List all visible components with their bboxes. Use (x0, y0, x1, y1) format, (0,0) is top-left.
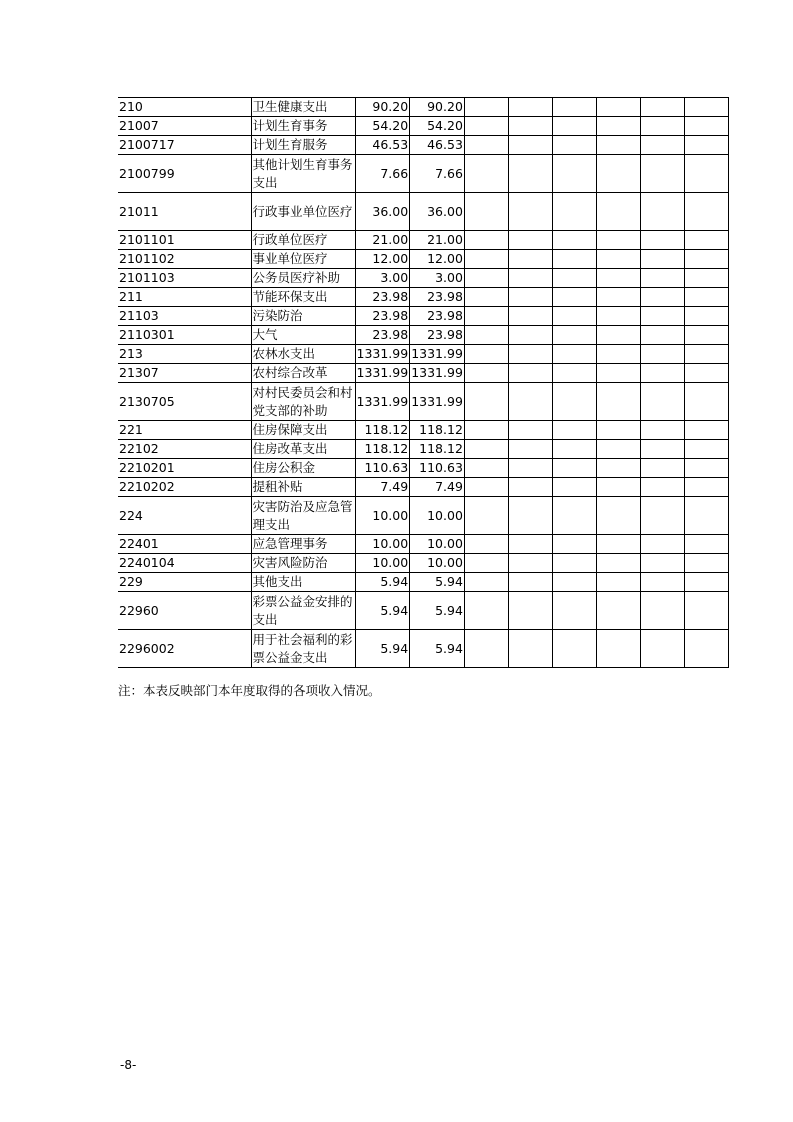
empty-cell (552, 231, 596, 250)
empty-cell (552, 383, 596, 421)
empty-cell (464, 117, 508, 136)
row-code: 2210201 (118, 459, 251, 478)
row-total: 1331.99 (355, 383, 410, 421)
empty-cell (508, 193, 552, 231)
empty-cell (640, 326, 684, 345)
empty-cell (596, 459, 640, 478)
empty-cell (552, 573, 596, 592)
empty-cell (464, 478, 508, 497)
table-row (118, 231, 728, 250)
table-row (118, 250, 728, 269)
table-row (118, 383, 728, 421)
table-row (118, 155, 728, 193)
row-name: 农村综合改革 (251, 364, 355, 383)
row-total: 46.53 (355, 136, 410, 155)
row-basic: 10.00 (410, 535, 465, 554)
empty-cell (596, 231, 640, 250)
empty-cell (464, 269, 508, 288)
row-total: 7.49 (355, 478, 410, 497)
empty-cell (508, 155, 552, 193)
empty-cell (552, 497, 596, 535)
row-basic: 118.12 (410, 421, 465, 440)
empty-cell (552, 117, 596, 136)
empty-cell (640, 231, 684, 250)
empty-cell (508, 364, 552, 383)
row-basic: 5.94 (410, 573, 465, 592)
row-total: 23.98 (355, 307, 410, 326)
table-row (118, 592, 728, 630)
row-code: 2210202 (118, 478, 251, 497)
row-code: 2240104 (118, 554, 251, 573)
table-row (118, 269, 728, 288)
table-row (118, 307, 728, 326)
table-row (118, 345, 728, 364)
row-basic: 1331.99 (410, 345, 465, 364)
row-name: 污染防治 (251, 307, 355, 326)
empty-cell (552, 421, 596, 440)
empty-cell (464, 193, 508, 231)
empty-cell (464, 326, 508, 345)
empty-cell (508, 459, 552, 478)
empty-cell (596, 98, 640, 117)
empty-cell (684, 98, 728, 117)
row-code: 213 (118, 345, 251, 364)
row-code: 221 (118, 421, 251, 440)
empty-cell (508, 117, 552, 136)
row-total: 118.12 (355, 440, 410, 459)
empty-cell (464, 155, 508, 193)
row-name: 大气 (251, 326, 355, 345)
row-code: 2130705 (118, 383, 251, 421)
row-name: 灾害风险防治 (251, 554, 355, 573)
empty-cell (464, 573, 508, 592)
empty-cell (464, 288, 508, 307)
empty-cell (508, 421, 552, 440)
row-total: 10.00 (355, 554, 410, 573)
empty-cell (508, 136, 552, 155)
row-code: 21011 (118, 193, 251, 231)
empty-cell (596, 592, 640, 630)
footnote: 注：本表反映部门本年度取得的各项收入情况。 (118, 683, 381, 698)
empty-cell (640, 630, 684, 668)
empty-cell (640, 554, 684, 573)
empty-cell (464, 592, 508, 630)
empty-cell (464, 307, 508, 326)
empty-cell (508, 345, 552, 364)
table-row (118, 573, 728, 592)
empty-cell (640, 535, 684, 554)
row-name: 用于社会福利的彩票公益金支出 (251, 630, 355, 668)
table-row (118, 497, 728, 535)
empty-cell (552, 136, 596, 155)
empty-cell (464, 136, 508, 155)
row-total: 1331.99 (355, 364, 410, 383)
row-total: 5.94 (355, 592, 410, 630)
row-basic: 10.00 (410, 554, 465, 573)
empty-cell (596, 478, 640, 497)
table-row (118, 326, 728, 345)
empty-cell (508, 98, 552, 117)
empty-cell (508, 383, 552, 421)
empty-cell (640, 421, 684, 440)
row-basic: 110.63 (410, 459, 465, 478)
empty-cell (552, 478, 596, 497)
row-name: 灾害防治及应急管理支出 (251, 497, 355, 535)
row-total: 5.94 (355, 630, 410, 668)
table-row (118, 364, 728, 383)
empty-cell (596, 326, 640, 345)
empty-cell (684, 231, 728, 250)
table-row (118, 117, 728, 136)
row-code: 22401 (118, 535, 251, 554)
table-row (118, 421, 728, 440)
row-code: 22960 (118, 592, 251, 630)
row-name: 行政单位医疗 (251, 231, 355, 250)
empty-cell (552, 269, 596, 288)
row-code: 2110301 (118, 326, 251, 345)
empty-cell (596, 421, 640, 440)
empty-cell (684, 269, 728, 288)
row-total: 1331.99 (355, 345, 410, 364)
empty-cell (684, 250, 728, 269)
empty-cell (640, 250, 684, 269)
row-basic: 5.94 (410, 592, 465, 630)
empty-cell (640, 269, 684, 288)
table-row (118, 478, 728, 497)
row-name: 公务员医疗补助 (251, 269, 355, 288)
empty-cell (640, 193, 684, 231)
table-row (118, 535, 728, 554)
table-row (118, 288, 728, 307)
empty-cell (508, 250, 552, 269)
empty-cell (640, 345, 684, 364)
row-name: 节能环保支出 (251, 288, 355, 307)
row-total: 21.00 (355, 231, 410, 250)
empty-cell (508, 573, 552, 592)
empty-cell (640, 136, 684, 155)
row-basic: 1331.99 (410, 364, 465, 383)
empty-cell (596, 193, 640, 231)
empty-cell (464, 497, 508, 535)
row-basic: 7.49 (410, 478, 465, 497)
row-basic: 90.20 (410, 98, 465, 117)
empty-cell (684, 554, 728, 573)
row-name: 应急管理事务 (251, 535, 355, 554)
row-basic: 54.20 (410, 117, 465, 136)
empty-cell (684, 307, 728, 326)
empty-cell (596, 573, 640, 592)
empty-cell (464, 554, 508, 573)
empty-cell (640, 307, 684, 326)
page-number: -8- (120, 1058, 137, 1072)
row-code: 21307 (118, 364, 251, 383)
empty-cell (684, 592, 728, 630)
row-total: 90.20 (355, 98, 410, 117)
empty-cell (464, 383, 508, 421)
empty-cell (640, 383, 684, 421)
row-name: 其他支出 (251, 573, 355, 592)
empty-cell (552, 155, 596, 193)
empty-cell (464, 630, 508, 668)
row-name: 计划生育事务 (251, 117, 355, 136)
empty-cell (596, 345, 640, 364)
row-total: 10.00 (355, 535, 410, 554)
empty-cell (508, 554, 552, 573)
table-body (118, 98, 728, 668)
row-basic: 3.00 (410, 269, 465, 288)
row-basic: 23.98 (410, 307, 465, 326)
empty-cell (508, 630, 552, 668)
empty-cell (640, 155, 684, 193)
row-name: 计划生育服务 (251, 136, 355, 155)
row-total: 23.98 (355, 288, 410, 307)
empty-cell (684, 440, 728, 459)
empty-cell (684, 193, 728, 231)
empty-cell (508, 288, 552, 307)
empty-cell (640, 98, 684, 117)
empty-cell (684, 478, 728, 497)
empty-cell (552, 193, 596, 231)
table-row (118, 98, 728, 117)
row-total: 5.94 (355, 573, 410, 592)
row-basic: 118.12 (410, 440, 465, 459)
empty-cell (552, 535, 596, 554)
row-code: 2101102 (118, 250, 251, 269)
empty-cell (508, 440, 552, 459)
empty-cell (684, 117, 728, 136)
empty-cell (640, 592, 684, 630)
empty-cell (684, 535, 728, 554)
row-code: 210 (118, 98, 251, 117)
row-name: 对村民委员会和村党支部的补助 (251, 383, 355, 421)
empty-cell (464, 421, 508, 440)
empty-cell (552, 459, 596, 478)
empty-cell (596, 440, 640, 459)
empty-cell (640, 478, 684, 497)
row-basic: 23.98 (410, 288, 465, 307)
empty-cell (684, 421, 728, 440)
empty-cell (684, 288, 728, 307)
empty-cell (596, 136, 640, 155)
row-name: 其他计划生育事务支出 (251, 155, 355, 193)
empty-cell (640, 440, 684, 459)
empty-cell (596, 383, 640, 421)
income-table (118, 97, 729, 668)
empty-cell (684, 136, 728, 155)
row-code: 22102 (118, 440, 251, 459)
empty-cell (508, 326, 552, 345)
empty-cell (596, 155, 640, 193)
row-total: 12.00 (355, 250, 410, 269)
empty-cell (552, 288, 596, 307)
empty-cell (684, 326, 728, 345)
empty-cell (596, 497, 640, 535)
row-name: 农林水支出 (251, 345, 355, 364)
empty-cell (508, 269, 552, 288)
row-code: 229 (118, 573, 251, 592)
row-code: 2296002 (118, 630, 251, 668)
empty-cell (596, 117, 640, 136)
empty-cell (684, 459, 728, 478)
empty-cell (552, 364, 596, 383)
table-row (118, 440, 728, 459)
row-basic: 21.00 (410, 231, 465, 250)
empty-cell (684, 155, 728, 193)
empty-cell (552, 554, 596, 573)
row-basic: 5.94 (410, 630, 465, 668)
empty-cell (464, 364, 508, 383)
row-total: 118.12 (355, 421, 410, 440)
empty-cell (508, 231, 552, 250)
empty-cell (508, 497, 552, 535)
table-row (118, 459, 728, 478)
table-row (118, 136, 728, 155)
empty-cell (640, 364, 684, 383)
row-total: 54.20 (355, 117, 410, 136)
empty-cell (552, 440, 596, 459)
empty-cell (684, 364, 728, 383)
empty-cell (508, 478, 552, 497)
row-code: 224 (118, 497, 251, 535)
row-code: 211 (118, 288, 251, 307)
row-total: 7.66 (355, 155, 410, 193)
empty-cell (464, 535, 508, 554)
row-total: 23.98 (355, 326, 410, 345)
empty-cell (640, 117, 684, 136)
row-name: 行政事业单位医疗 (251, 193, 355, 231)
row-code: 2101101 (118, 231, 251, 250)
empty-cell (596, 535, 640, 554)
empty-cell (596, 269, 640, 288)
empty-cell (596, 364, 640, 383)
empty-cell (464, 98, 508, 117)
empty-cell (464, 459, 508, 478)
empty-cell (684, 573, 728, 592)
empty-cell (596, 307, 640, 326)
empty-cell (464, 250, 508, 269)
empty-cell (508, 592, 552, 630)
row-basic: 12.00 (410, 250, 465, 269)
empty-cell (552, 592, 596, 630)
table-row (118, 554, 728, 573)
row-name: 卫生健康支出 (251, 98, 355, 117)
row-basic: 1331.99 (410, 383, 465, 421)
row-name: 住房改革支出 (251, 440, 355, 459)
row-code: 21007 (118, 117, 251, 136)
empty-cell (640, 288, 684, 307)
row-name: 事业单位医疗 (251, 250, 355, 269)
empty-cell (640, 573, 684, 592)
row-name: 住房保障支出 (251, 421, 355, 440)
row-total: 10.00 (355, 497, 410, 535)
empty-cell (684, 383, 728, 421)
empty-cell (508, 535, 552, 554)
empty-cell (684, 630, 728, 668)
empty-cell (552, 250, 596, 269)
empty-cell (464, 231, 508, 250)
row-total: 3.00 (355, 269, 410, 288)
empty-cell (596, 250, 640, 269)
row-code: 2100717 (118, 136, 251, 155)
empty-cell (552, 307, 596, 326)
row-total: 110.63 (355, 459, 410, 478)
empty-cell (684, 345, 728, 364)
row-code: 2100799 (118, 155, 251, 193)
empty-cell (552, 98, 596, 117)
empty-cell (596, 630, 640, 668)
row-code: 21103 (118, 307, 251, 326)
empty-cell (640, 497, 684, 535)
empty-cell (596, 554, 640, 573)
row-basic: 7.66 (410, 155, 465, 193)
row-code: 2101103 (118, 269, 251, 288)
table-row (118, 630, 728, 668)
empty-cell (464, 440, 508, 459)
empty-cell (640, 459, 684, 478)
row-basic: 46.53 (410, 136, 465, 155)
empty-cell (684, 497, 728, 535)
empty-cell (464, 345, 508, 364)
row-name: 提租补贴 (251, 478, 355, 497)
empty-cell (552, 630, 596, 668)
row-name: 彩票公益金安排的支出 (251, 592, 355, 630)
row-basic: 23.98 (410, 326, 465, 345)
empty-cell (508, 307, 552, 326)
empty-cell (552, 326, 596, 345)
row-basic: 36.00 (410, 193, 465, 231)
empty-cell (552, 345, 596, 364)
row-basic: 10.00 (410, 497, 465, 535)
row-name: 住房公积金 (251, 459, 355, 478)
empty-cell (596, 288, 640, 307)
table-row (118, 193, 728, 231)
row-total: 36.00 (355, 193, 410, 231)
